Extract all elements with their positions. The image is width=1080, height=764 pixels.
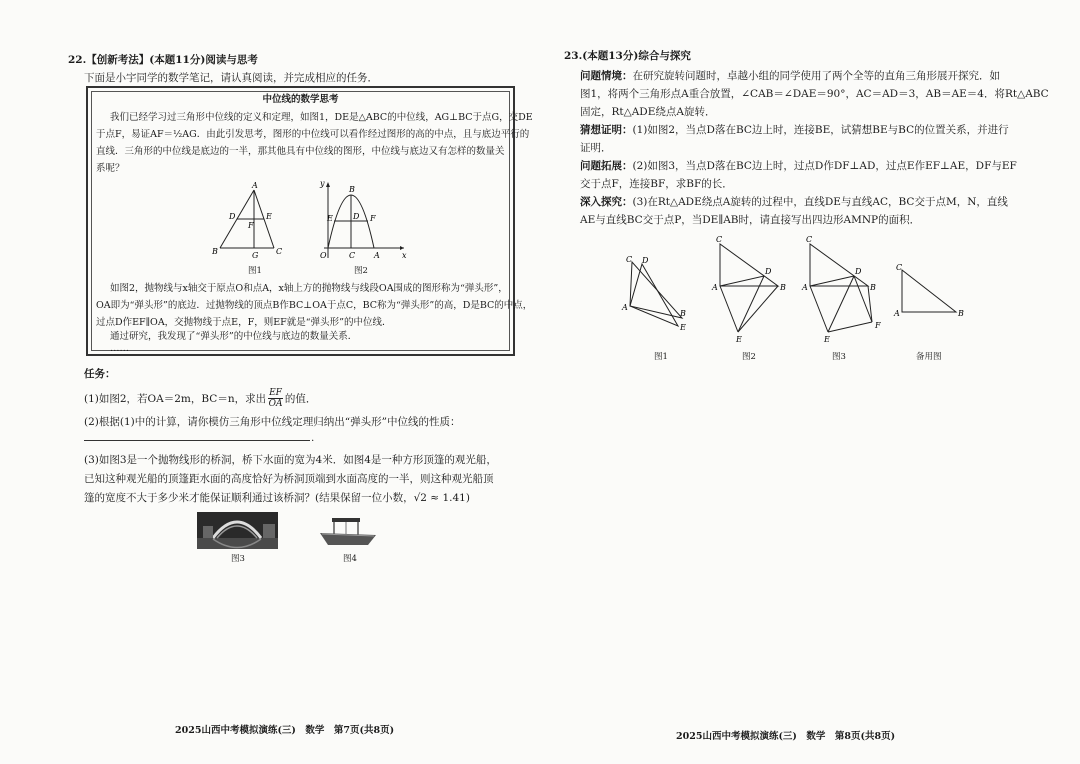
q23-figure-1-caption: 图1	[654, 352, 668, 362]
spare-C: C	[896, 263, 903, 272]
bridge-photo	[197, 512, 278, 549]
note-p2-line1: 如图2，抛物线与x轴交于原点O和点A，x轴上方的抛物线与线段OA围成的图形称为“弹头形”，	[110, 283, 508, 294]
left-page-footer: 2025山西中考模拟演练(三) 数学 第7页(共8页)	[175, 725, 395, 736]
fig3-D: D	[855, 267, 862, 276]
extension-label: 问题拓展：	[580, 160, 633, 172]
fig1-label-G: G	[252, 251, 259, 260]
q23-context-line3: 固定，Rt△ADE绕点A旋转．	[580, 106, 716, 118]
right-page	[540, 0, 1080, 764]
q23-part1-line2: 证明．	[580, 142, 612, 154]
note-p2-line2: OA即为“弹头形”的底边．过抛物线的顶点B作BC⊥OA于点C，BC称为“弹头形”的高，D是BC的中点，	[96, 300, 533, 311]
fig1-label-A: A	[252, 182, 258, 190]
q22-heading: 22.【创新考法】(本题11分)阅读与思考	[68, 54, 258, 66]
tour-boat-image	[318, 515, 378, 549]
note-figure-2-caption: 图2	[354, 266, 368, 276]
note-p2-line4: 通过研究，我发现了“弹头形”的中位线与底边的数量关系．	[110, 331, 358, 342]
fig1-label-D: D	[229, 212, 236, 221]
task-3-line1: (3)如图3是一个抛物线形的桥洞，桥下水面的宽为4米．如图4是一种方形顶篷的观光船，	[84, 454, 497, 466]
q23-heading: 23.(本题13分)综合与探究	[564, 50, 691, 62]
note-figure-1	[212, 182, 292, 262]
conjecture-label: 猜想证明：	[580, 124, 633, 136]
task-1-fraction	[268, 388, 283, 409]
fig3-B: B	[870, 283, 876, 292]
fig2-label-B: B	[349, 185, 355, 194]
fig2-label-x: x	[402, 251, 407, 260]
fig1-label-E: E	[266, 212, 272, 221]
fig1-label-C: C	[276, 247, 283, 256]
fig1-B: B	[680, 309, 686, 318]
note-p2-line5: ……	[110, 343, 129, 354]
spare-A: A	[894, 309, 900, 318]
fig3-A: A	[802, 283, 808, 292]
fig2-D: D	[765, 267, 772, 276]
part1-text-1: (1)如图2，当点D落在BC边上时，连接BE，试猜想BE与BC的位置关系，并进行	[632, 124, 1009, 136]
note-figure-2	[314, 178, 410, 264]
fraction-denominator: OA	[268, 399, 283, 409]
fig1-label-F: F	[248, 221, 254, 230]
fraction-numerator: EF	[269, 388, 282, 398]
task-3-line2: 已知这种观光船的顶篷距水面的高度恰好为桥洞顶端到水面高度的一半，则这种观光船顶	[84, 473, 494, 485]
fig2-E: E	[736, 335, 742, 344]
q23-part3-line1	[580, 194, 1008, 210]
note-p1-line3: 直线．三角形的中位线是底边的一半，那其他具有中位线的图形，中位线与底边又有怎样的数量关	[96, 146, 505, 157]
figure-3-caption: 图3	[231, 554, 245, 564]
fig3-C: C	[806, 235, 813, 244]
part2-text-1: (2)如图3，当点D落在BC边上时，过点D作DF⊥AD，过点E作EF⊥AE，DF与EF	[632, 160, 1017, 172]
q23-part1-line1	[580, 122, 1009, 138]
context-label: 问题情境：	[580, 70, 633, 82]
deep-explore-label: 深入探究：	[580, 196, 633, 208]
fig1-D: D	[642, 256, 649, 265]
note-p2-line3: 过点D作EF∥OA，交抛物线于点E，F，则EF就是“弹头形”的中位线．	[96, 317, 392, 328]
q23-figure-1	[620, 250, 700, 334]
q23-part2-line2: 交于点F，连接BF，求BF的长．	[580, 178, 733, 190]
fig1-C: C	[626, 255, 633, 264]
fig2-C: C	[716, 235, 723, 244]
task-2-answer-line	[84, 440, 310, 441]
spare-B: B	[958, 309, 964, 318]
task-1-text: (1)如图2，若OA＝2m，BC＝n，求出	[84, 392, 267, 405]
fig2-B: B	[780, 283, 786, 292]
q23-figure-2-caption: 图2	[742, 352, 756, 362]
task-1	[84, 388, 316, 409]
fig3-F: F	[875, 321, 881, 330]
note-title: 中位线的数学思考	[262, 94, 339, 105]
q23-spare-figure-caption: 备用图	[916, 352, 942, 362]
q23-part2-line1	[580, 158, 1017, 174]
fig2-label-A: A	[374, 251, 380, 260]
fig2-label-F: F	[370, 214, 376, 223]
q23-figure-2	[708, 232, 794, 344]
q22-intro: 下面是小宇同学的数学笔记，请认真阅读，并完成相应的任务．	[84, 72, 378, 84]
fig3-E: E	[824, 335, 830, 344]
q23-spare-figure	[892, 262, 972, 328]
q23-context-line2: 图1，将两个三角形点A重合放置，∠CAB＝∠DAE＝90°，AC＝AD＝3，AB＝AE＝4．将Rt△ABC	[580, 88, 1049, 100]
context-text-1: 在研究旋转问题时，卓越小组的同学使用了两个全等的直角三角形展开探究．如	[632, 70, 1000, 82]
right-page-footer: 2025山西中考模拟演练(三) 数学 第8页(共8页)	[676, 731, 896, 742]
fig1-E: E	[680, 323, 686, 332]
q23-part3-line2: AE与直线BC交于点P，当DE∥AB时，请直接写出四边形AMNP的面积．	[580, 214, 921, 226]
fig2-label-C: C	[349, 251, 356, 260]
part3-text-1: (3)在Rt△ADE绕点A旋转的过程中，直线DE与直线AC，BC交于点M，N，直线	[632, 196, 1008, 208]
fig2-label-O: O	[320, 251, 327, 260]
fig2-label-E: E	[327, 214, 333, 223]
figure-4-caption: 图4	[343, 554, 357, 564]
note-p1-line1: 我们已经学习过三角形中位线的定义和定理，如图1，DE是△ABC的中位线，AG⊥BC于点G，交DE	[110, 112, 533, 123]
task-2: (2)根据(1)中的计算，请你模仿三角形中位线定理归纳出“弹头形”中位线的性质：	[84, 416, 461, 428]
fig1-label-B: B	[212, 247, 218, 256]
note-figure-1-caption: 图1	[248, 266, 262, 276]
task-1-text-end: 的值．	[284, 392, 317, 405]
fig1-A: A	[622, 303, 628, 312]
note-p1-line2: 于点F，易证AF＝½AG．由此引发思考，图形的中位线可以看作经过图形的高的中点，且与底边平行的	[96, 129, 530, 140]
tasks-heading: 任务：	[84, 368, 116, 380]
q23-figure-3	[798, 232, 890, 344]
note-p1-line4: 系呢？	[96, 163, 125, 174]
q23-figure-3-caption: 图3	[832, 352, 846, 362]
task-2-period: .	[311, 432, 315, 444]
task-3-line3: 篷的宽度不大于多少米才能保证顺利通过该桥洞？(结果保留一位小数，√2 ≈ 1.41)	[84, 492, 470, 504]
q23-context-line1	[580, 68, 1000, 84]
fig2-label-D: D	[353, 212, 360, 221]
math-note-box	[86, 86, 533, 356]
fig2-label-y: y	[320, 179, 325, 188]
fig2-A: A	[712, 283, 718, 292]
